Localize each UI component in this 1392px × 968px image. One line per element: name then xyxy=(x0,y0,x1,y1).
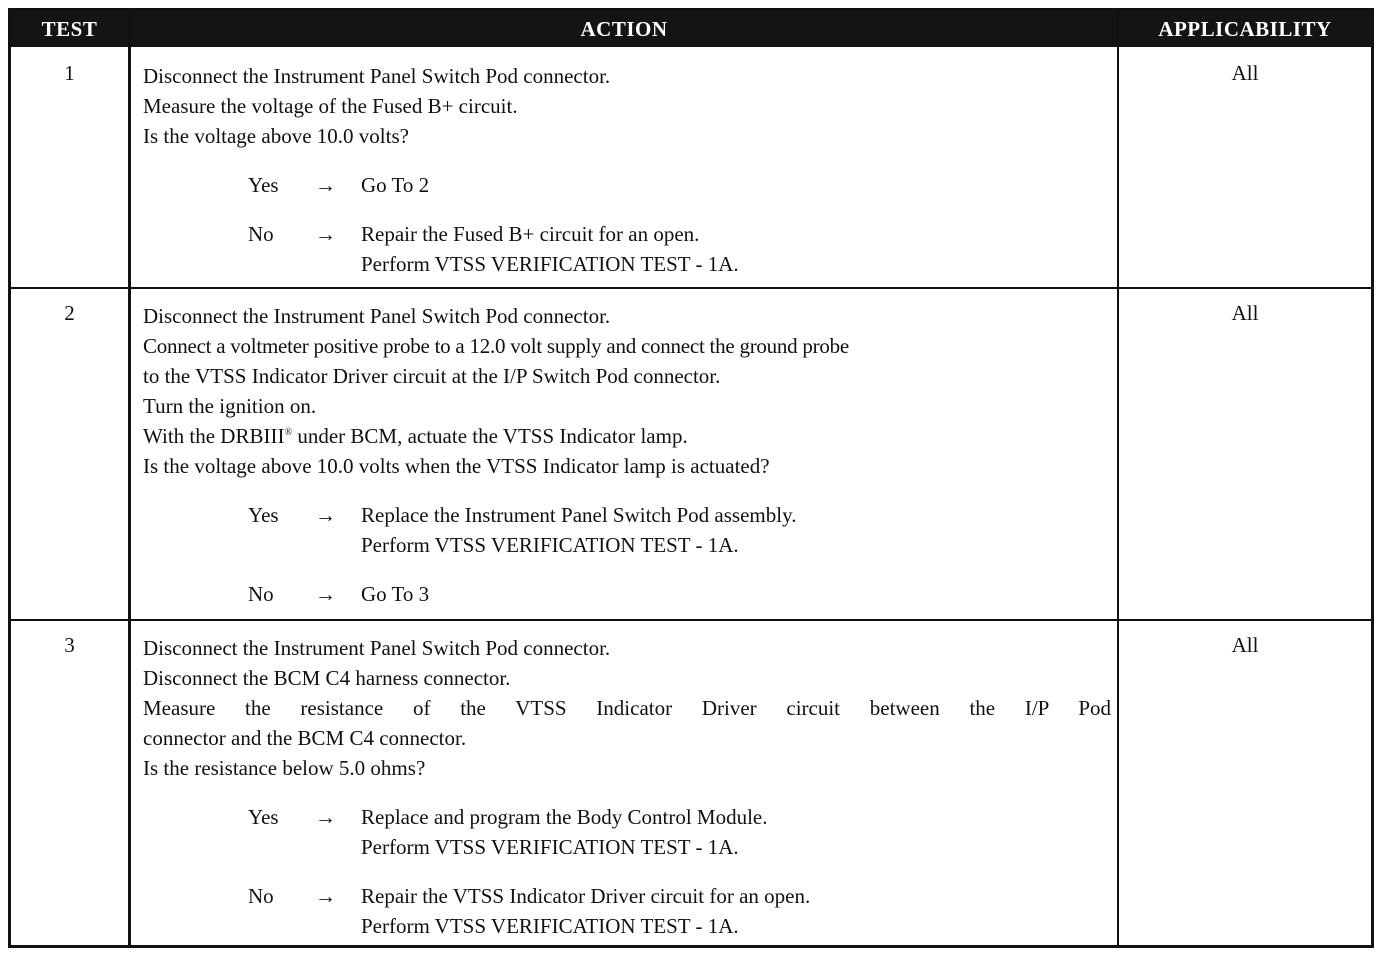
action-step: Disconnect the BCM C4 harness connector. xyxy=(143,666,511,690)
arrow-icon: → xyxy=(315,222,336,246)
no-label: No xyxy=(248,222,274,246)
action-step xyxy=(143,421,1111,451)
yes-label: Yes xyxy=(248,173,279,197)
no-label: No xyxy=(248,582,274,606)
arrow-icon: → xyxy=(315,805,336,829)
yes-result: Replace the Instrument Panel Switch Pod assembly. xyxy=(361,503,797,527)
test-number: 1 xyxy=(64,61,75,85)
action-step: Measure the resistance of the VTSS Indicator Driver circuit between the I/P Pod xyxy=(143,696,1111,720)
yes-label: Yes xyxy=(248,503,279,527)
no-outcome xyxy=(143,881,1111,911)
test-number: 2 xyxy=(64,301,75,325)
table-header xyxy=(11,11,1371,47)
yes-outcome xyxy=(143,500,1111,530)
arrow-icon: → xyxy=(315,173,336,197)
header-action: ACTION xyxy=(580,17,668,41)
arrow-icon: → xyxy=(315,884,336,908)
drbiii-text: With the DRBIII xyxy=(143,424,285,448)
action-step: Connect a voltmeter positive probe to a 12.0 volt supply and connect the ground probe xyxy=(143,334,849,358)
no-label: No xyxy=(248,884,274,908)
action-step: Disconnect the Instrument Panel Switch Pod connector. xyxy=(143,64,611,88)
yes-result: Replace and program the Body Control Module. xyxy=(361,805,768,829)
table-row xyxy=(11,621,1371,945)
diagnostic-test-table xyxy=(8,8,1374,948)
action-step: connector and the BCM C4 connector. xyxy=(143,726,467,750)
no-result-continued: Perform VTSS VERIFICATION TEST - 1A. xyxy=(361,252,739,276)
no-outcome xyxy=(143,219,1111,249)
action-step: Is the voltage above 10.0 volts? xyxy=(143,124,409,148)
trademark-symbol: ® xyxy=(284,427,293,438)
yes-result: Go To 2 xyxy=(361,173,430,197)
action-cell xyxy=(143,301,1111,609)
test-number: 3 xyxy=(64,633,75,657)
yes-label: Yes xyxy=(248,805,279,829)
action-step: Turn the ignition on. xyxy=(143,394,317,418)
yes-result-continued: Perform VTSS VERIFICATION TEST - 1A. xyxy=(361,835,739,859)
action-step: Disconnect the Instrument Panel Switch Pod connector. xyxy=(143,304,611,328)
yes-result-continued: Perform VTSS VERIFICATION TEST - 1A. xyxy=(361,533,739,557)
no-outcome xyxy=(143,579,1111,609)
arrow-icon: → xyxy=(315,582,336,606)
applicability-value: All xyxy=(1231,633,1259,657)
no-result: Repair the Fused B+ circuit for an open. xyxy=(361,222,700,246)
drbiii-text-cont: under BCM, actuate the VTSS Indicator lamp. xyxy=(297,424,688,448)
header-applicability: APPLICABILITY xyxy=(1158,17,1332,41)
arrow-icon: → xyxy=(315,503,336,527)
applicability-value: All xyxy=(1231,301,1259,325)
no-result-continued: Perform VTSS VERIFICATION TEST - 1A. xyxy=(361,914,739,938)
no-result: Go To 3 xyxy=(361,582,430,606)
action-cell xyxy=(143,633,1111,941)
action-step: Disconnect the Instrument Panel Switch Pod connector. xyxy=(143,636,611,660)
action-step: Measure the voltage of the Fused B+ circuit. xyxy=(143,94,518,118)
action-step: Is the resistance below 5.0 ohms? xyxy=(143,756,426,780)
table-row xyxy=(11,49,1371,287)
table-row xyxy=(11,289,1371,619)
header-test: TEST xyxy=(41,17,98,41)
yes-outcome xyxy=(143,802,1111,832)
yes-outcome xyxy=(143,170,1111,200)
action-step: Is the voltage above 10.0 volts when the VTSS Indicator lamp is actuated? xyxy=(143,454,770,478)
action-cell xyxy=(143,61,1111,279)
action-step: to the VTSS Indicator Driver circuit at the I/P Switch Pod connector. xyxy=(143,364,721,388)
no-result: Repair the VTSS Indicator Driver circuit for an open. xyxy=(361,884,811,908)
applicability-value: All xyxy=(1231,61,1259,85)
